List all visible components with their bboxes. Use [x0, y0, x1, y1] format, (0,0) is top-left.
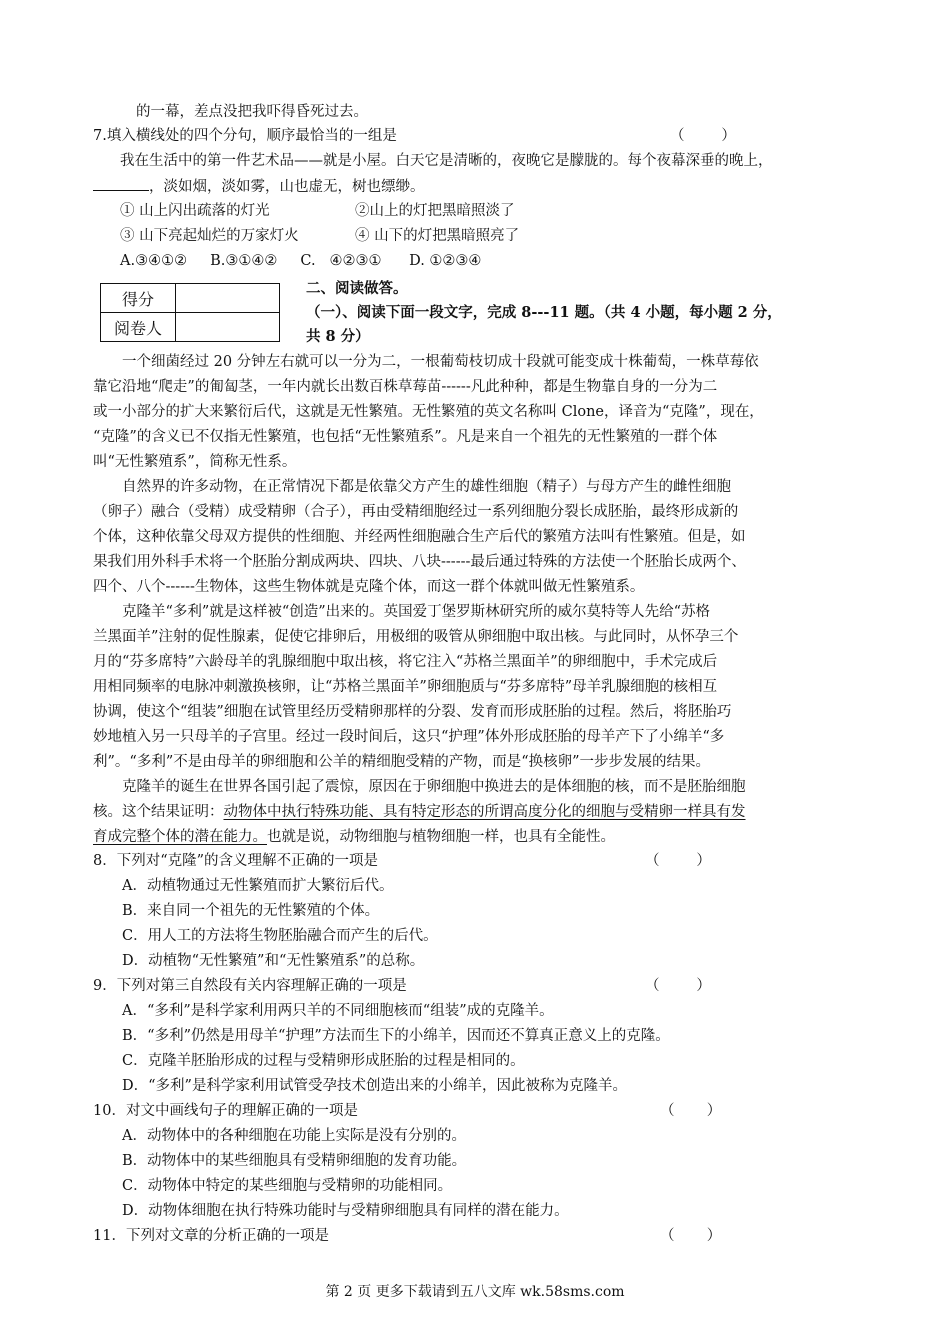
page-footer: 第 2 页 更多下载请到五八文库 wk.58sms.com [325, 1284, 625, 1300]
para2-line: 果我们用外科手术将一个胚胎分割成两块、四块、八块------最后通过特殊的方法使一个胚胎长成两个、 [93, 554, 746, 570]
para3-line: 用相同频率的电脉冲刺激换核卵，让“苏格兰黑面羊”卵细胞质与“芬多席特”母羊乳腺细胞的核相互 [93, 679, 718, 695]
q7-passage-line-1: 我在生活中的第一件艺术品——就是小屋。白天它是清晰的，夜晚它是朦胧的。每个夜幕深垂的晚上， [120, 153, 773, 169]
q7-option-2: ②山上的灯把黑暗照淡了 [355, 203, 515, 219]
para2-line: （卵子）融合（受精）成受精卵（合子），再由受精细胞经过一系列细胞分裂长成胚胎，最终形成新的 [93, 504, 739, 520]
para2-line: 四个、八个------生物体，这些生物体就是克隆个体，而这一群个体就叫做无性繁殖系。 [93, 579, 645, 595]
grader-label: 阅卷人 [101, 313, 176, 342]
q9-option-c: C．克隆羊胚胎形成的过程与受精卵形成胚胎的过程是相同的。 [122, 1053, 525, 1069]
para1-line: “克隆”的含义已不仅指无性繁殖，也包括“无性繁殖系”。凡是来自一个祖先的无性繁殖的一群个体 [93, 429, 718, 445]
q7-option-3: ③ 山下亮起灿烂的万家灯火 [120, 228, 299, 244]
q10-option-d: D．动物体细胞在执行特殊功能时与受精卵细胞具有同样的潜在能力。 [122, 1203, 569, 1219]
q7-option-4: ④ 山下的灯把黑暗照亮了 [355, 228, 520, 244]
para3-line: 利”。“多利”不是由母羊的卵细胞和公羊的精细胞受精的产物，而是“换核卵”一步步发展的结果。 [93, 754, 711, 770]
para4-line-1: 克隆羊的诞生在世界各国引起了震惊，原因在于卵细胞中换进去的是体细胞的核，而不是胚胎细胞 [122, 779, 746, 795]
q7-choices: A.③④①② B.③①④② C. ④②③① D. ①②③④ [120, 253, 482, 269]
para3-line: 协调，使这个“组装”细胞在试管里经历受精卵那样的分裂、发育而形成胚胎的过程。然后，将胚胎巧 [93, 704, 732, 720]
q10-option-c: C．动物体中特定的某些细胞与受精卵的功能相同。 [122, 1178, 453, 1194]
para1-line: 一个细菌经过 20 分钟左右就可以一分为二，一根葡萄枝切成十段就可能变成十株葡萄，一株草莓依 [122, 354, 759, 370]
q8-answer-paren: （ ） [645, 853, 711, 869]
q10-option-b: B．动物体中的某些细胞具有受精卵细胞的发育功能。 [122, 1153, 467, 1169]
para1-line: 叫“无性繁殖系”，简称无性系。 [93, 454, 297, 470]
para4-plain: 也就是说，动物细胞与植物细胞一样，也具有全能性。 [267, 829, 615, 845]
q9-option-d: D．“多利”是科学家利用试管受孕技术创造出来的小绵羊，因此被称为克隆羊。 [122, 1078, 627, 1094]
section-instruction-line-1: （一）、阅读下面一段文字，完成 8---11 题。（共 4 小题，每小题 2 分， [306, 304, 782, 321]
q7-stem: 7.填入横线处的四个分句，顺序最恰当的一组是 [93, 128, 397, 144]
q9-answer-paren: （ ） [645, 978, 711, 994]
underlined-sentence: 育成完整个体的潜在能力。 [93, 829, 267, 845]
q8-stem: 8．下列对“克隆”的含义理解不正确的一项是 [93, 853, 379, 869]
para4-plain: 核。这个结果证明： [93, 804, 224, 820]
para2-line: 自然界的许多动物，在正常情况下都是依靠父方产生的雄性细胞（精子）与母方产生的雌性细胞 [122, 479, 731, 495]
underlined-sentence: 动物体中执行特殊功能、具有特定形态的所谓高度分化的细胞与受精卵一样具有发 [223, 804, 746, 820]
para3-line: 妙地植入另一只母羊的子宫里。经过一段时间后，这只“护理”体外形成胚胎的母羊产下了小绵羊“多 [93, 729, 725, 745]
grader-cell [176, 313, 280, 342]
q8-option-a: A．动植物通过无性繁殖而扩大繁衍后代。 [122, 878, 394, 894]
para4-line-2 [93, 802, 746, 822]
q7-answer-paren: （ ） [670, 128, 736, 144]
fill-in-blank [93, 176, 149, 191]
score-cell [176, 284, 280, 313]
para4-line-3 [93, 827, 615, 847]
q9-option-b: B．“多利”仍然是用母羊“护理”方法而生下的小绵羊，因而还不算真正意义上的克隆。 [122, 1028, 670, 1044]
para3-line: 兰黑面羊”注射的促性腺素，促使它排卵后，用极细的吸管从卵细胞中取出核。与此同时，从怀孕三个 [93, 629, 739, 645]
section-instruction-line-2: 共 8 分） [306, 328, 370, 345]
score-label: 得分 [101, 284, 176, 313]
para3-line: 月的“芬多席特”六龄母羊的乳腺细胞中取出核，将它注入“苏格兰黑面羊”的卵细胞中，手术完成后 [93, 654, 718, 670]
para2-line: 个体，这种依靠父母双方提供的性细胞、并经两性细胞融合生产后代的繁殖方法叫有性繁殖。但是，如 [93, 529, 746, 545]
q10-stem: 10．对文中画线句子的理解正确的一项是 [93, 1103, 358, 1119]
q11-answer-paren: （ ） [660, 1228, 722, 1244]
q10-option-a: A．动物体中的各种细胞在功能上实际是没有分别的。 [122, 1128, 466, 1144]
q11-stem: 11．下列对文章的分析正确的一项是 [93, 1228, 329, 1244]
section-title: 二、阅读做答。 [306, 280, 408, 297]
q9-stem: 9．下列对第三自然段有关内容理解正确的一项是 [93, 978, 407, 994]
q7-option-1: ① 山上闪出疏落的灯光 [120, 203, 270, 219]
q7-passage-line-2 [93, 176, 425, 197]
q8-option-d: D．动植物“无性繁殖”和“无性繁殖系”的总称。 [122, 953, 425, 969]
q9-option-a: A．“多利”是科学家利用两只羊的不同细胞核而“组装”成的克隆羊。 [122, 1003, 554, 1019]
para1-line: 靠它沿地“爬走”的匍匐茎，一年内就长出数百株草莓苗------凡此种种，都是生物靠自身的一分为二 [93, 379, 718, 395]
para3-line: 克隆羊“多利”就是这样被“创造”出来的。英国爱丁堡罗斯林研究所的威尔莫特等人先给“苏格 [122, 604, 711, 620]
q8-option-b: B．来自同一个祖先的无性繁殖的个体。 [122, 903, 380, 919]
para1-line: 或一小部分的扩大来繁衍后代，这就是无性繁殖。无性繁殖的英文名称叫 Clone，译音为“克隆”，现在， [93, 404, 764, 420]
q8-option-c: C．用人工的方法将生物胚胎融合而产生的后代。 [122, 928, 438, 944]
q7-passage-tail: ，淡如烟，淡如雾，山也虚无，树也缥缈。 [149, 179, 425, 195]
continued-text: 的一幕，差点没把我吓得昏死过去。 [136, 104, 368, 120]
score-box [100, 283, 280, 342]
q10-answer-paren: （ ） [660, 1103, 722, 1119]
